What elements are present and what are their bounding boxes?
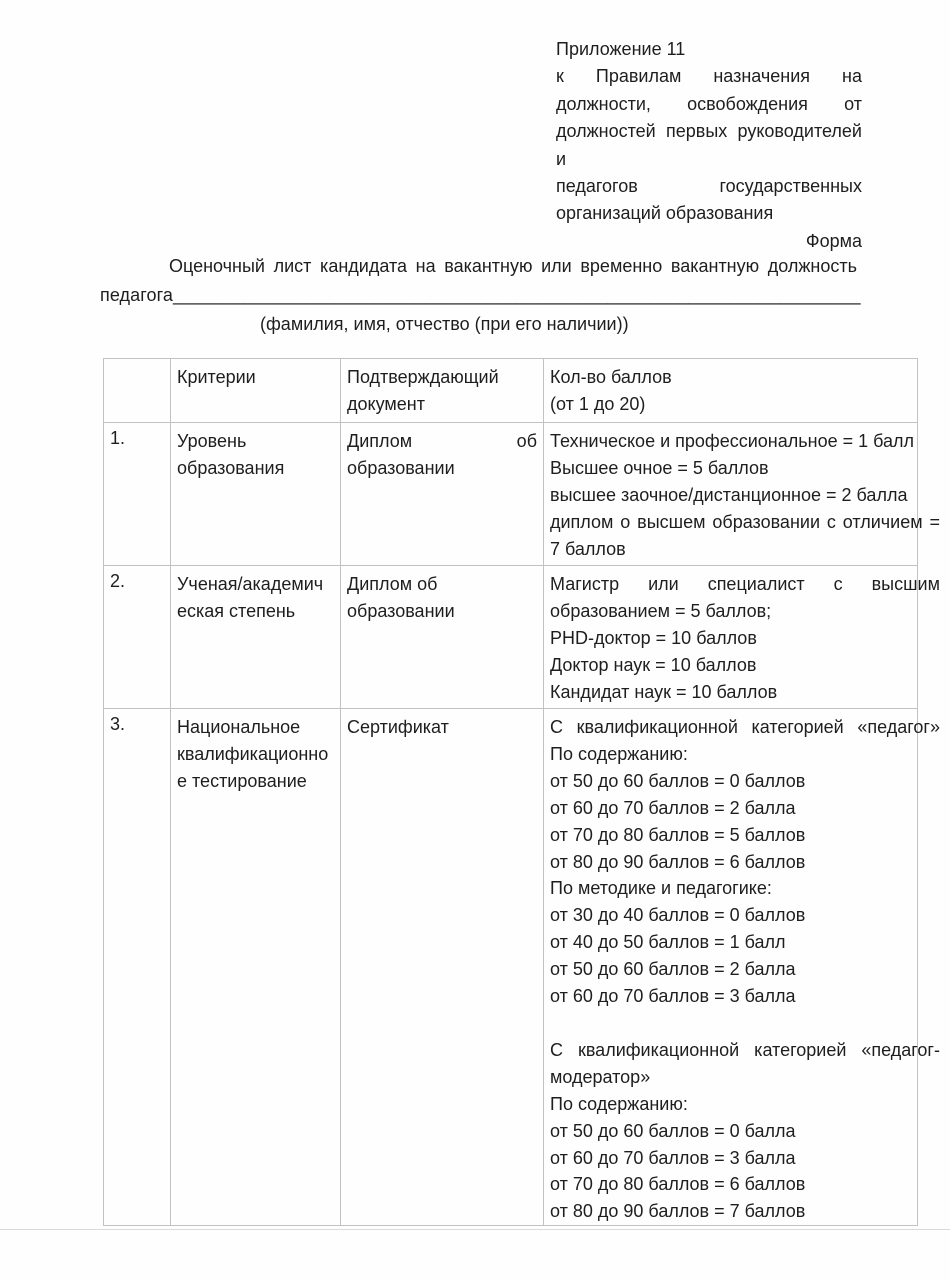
text-line: диплом о высшем образовании с отличием = <box>550 511 940 532</box>
points-cell <box>544 709 940 1226</box>
text-line: Подтверждающий <box>347 367 499 387</box>
criteria-cell <box>171 709 341 1226</box>
text-line: высшее заочное/дистанционное = 2 балла <box>550 484 908 505</box>
text-line: от 50 до 60 баллов = 0 балла <box>550 1120 796 1141</box>
fill-in-blank-line: педагога____________________________________________________________________ <box>100 285 861 305</box>
text-line: Доктор наук = 10 баллов <box>550 654 757 675</box>
text-line: от 50 до 60 баллов = 2 балла <box>550 959 796 980</box>
text-line: PHD-доктор = 10 баллов <box>550 627 757 648</box>
text-line: Кол-во баллов <box>550 367 672 387</box>
table-row <box>104 566 918 709</box>
text-line: квалификационно <box>177 743 329 764</box>
text-line: 7 баллов <box>550 538 626 559</box>
title-line: Оценочный лист кандидата на вакантную или временно вакантную должность <box>169 256 857 276</box>
criteria-table <box>103 358 940 1226</box>
text-line: от 70 до 80 баллов = 6 баллов <box>550 1174 806 1195</box>
document-cell <box>341 566 544 709</box>
header-document-cell <box>341 359 544 423</box>
appendix-note <box>556 36 862 255</box>
document-cell <box>341 423 544 566</box>
text-line: Сертификат <box>347 717 449 737</box>
text-line: к Правилам назначения на <box>556 66 862 87</box>
text-line: модератор» <box>550 1066 651 1087</box>
text-line: от 50 до 60 баллов = 0 баллов <box>550 770 806 791</box>
row-number-cell: 2. <box>104 566 171 709</box>
text-line <box>550 1010 940 1037</box>
table-header-row <box>104 359 918 423</box>
text-line: Диплом об <box>347 431 537 451</box>
page-edge-divider <box>0 1229 950 1230</box>
points-cell <box>544 566 940 709</box>
text-line: Кандидат наук = 10 баллов <box>550 681 778 702</box>
criteria-cell <box>171 566 341 709</box>
criteria-cell <box>171 423 341 566</box>
form-label: Форма <box>805 230 862 251</box>
text-line: По методике и педагогике: <box>550 878 772 899</box>
text-line: образовании <box>347 457 455 478</box>
text-line: (от 1 до 20) <box>550 393 646 414</box>
appendix-note-lines <box>556 36 862 228</box>
text-line: еская степень <box>177 600 296 621</box>
header-points-cell <box>544 359 918 423</box>
text-line: от 70 до 80 баллов = 5 баллов <box>550 824 806 845</box>
text-line: от 60 до 70 баллов = 3 балла <box>550 986 796 1007</box>
doc-title <box>100 252 861 339</box>
text-line: образовании <box>347 600 455 621</box>
text-line: Диплом об <box>347 574 438 594</box>
text-line: образованием = 5 баллов; <box>550 600 772 621</box>
text-line: от 40 до 50 баллов = 1 балл <box>550 932 786 953</box>
text-line: педагогов государственных <box>556 176 862 197</box>
document-cell <box>341 709 544 1226</box>
text-line: должности, освобождения от <box>556 93 862 114</box>
text-line: от 80 до 90 баллов = 6 баллов <box>550 851 806 872</box>
text-line: организаций образования <box>556 203 774 224</box>
text-line: Приложение 11 <box>556 39 686 59</box>
text-line: По содержанию: <box>550 1093 688 1114</box>
points-cell <box>544 423 940 566</box>
text-line: Магистр или специалист с высшим <box>550 574 940 594</box>
text-line: По содержанию: <box>550 743 688 764</box>
row-number-cell: 3. <box>104 709 171 1226</box>
text-line: Национальное <box>177 717 301 737</box>
text-line: документ <box>347 393 425 414</box>
text-line: от 60 до 70 баллов = 2 балла <box>550 797 796 818</box>
criteria-table-body <box>104 359 940 1226</box>
row-number-cell: 1. <box>104 423 171 566</box>
text-line: Уровень <box>177 431 247 451</box>
text-line: С квалификационной категорией «педагог- <box>550 1039 940 1060</box>
text-line: е тестирование <box>177 770 307 791</box>
fio-hint: (фамилия, имя, отчество (при его наличии)) <box>260 314 629 334</box>
table-row <box>104 423 918 566</box>
header-criteria-cell <box>171 359 341 423</box>
text-line: от 60 до 70 баллов = 3 балла <box>550 1147 796 1168</box>
text-line: образования <box>177 457 285 478</box>
text-line: Техническое и профессиональное = 1 балл <box>550 431 915 451</box>
text-line: должностей первых руководителей и <box>556 121 862 169</box>
text-line: от 30 до 40 баллов = 0 баллов <box>550 905 806 926</box>
table-row <box>104 709 918 1226</box>
text-line: от 80 до 90 баллов = 7 баллов <box>550 1201 806 1222</box>
header-num-cell <box>104 359 171 423</box>
text-line: Ученая/академич <box>177 574 324 594</box>
text-line: С квалификационной категорией «педагог» <box>550 717 940 737</box>
text-line: Критерии <box>177 367 256 387</box>
text-line: Высшее очное = 5 баллов <box>550 457 769 478</box>
